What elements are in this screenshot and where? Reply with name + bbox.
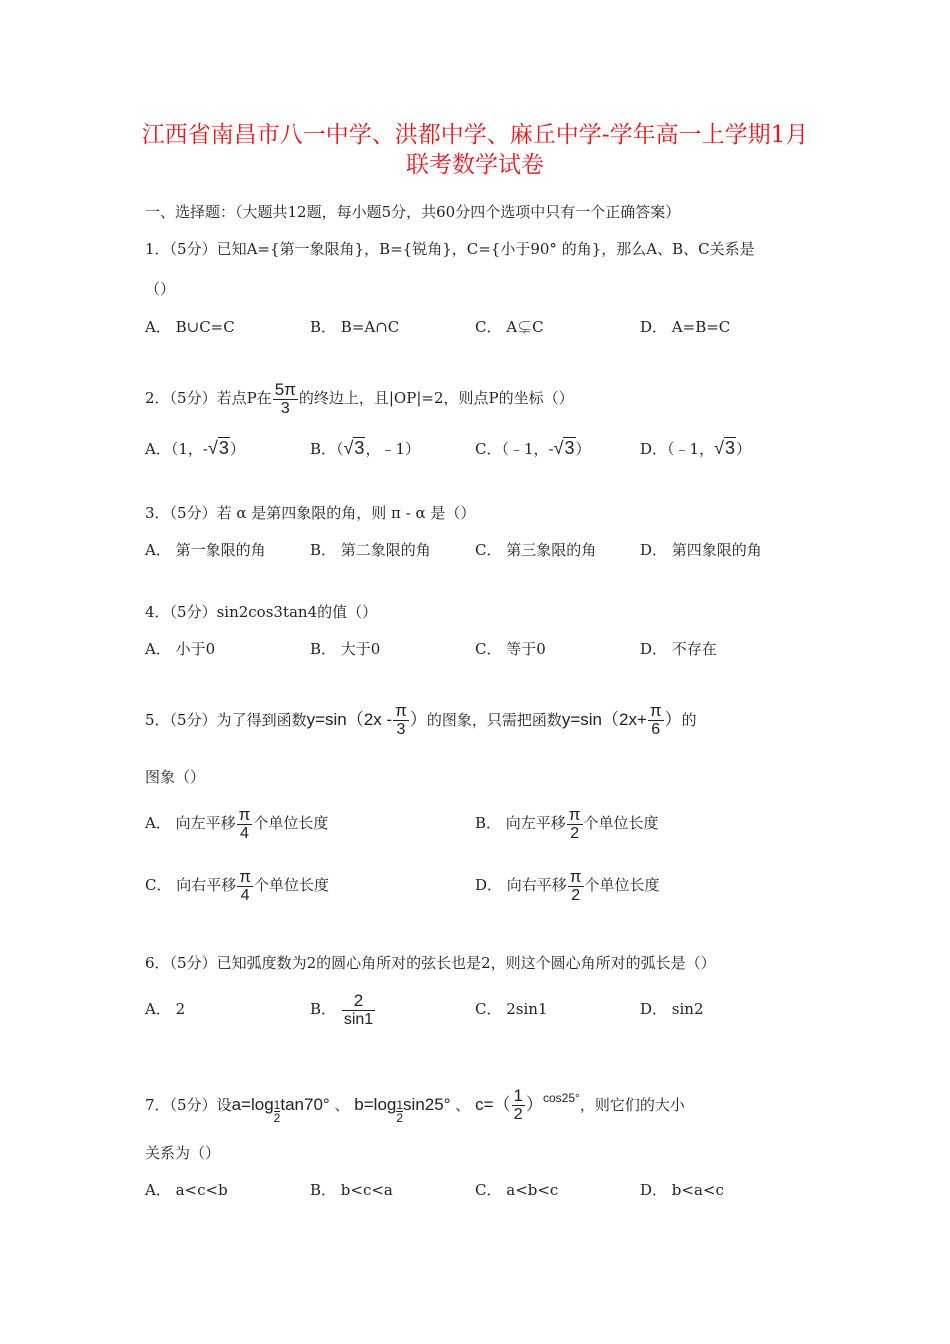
q7-c-close: ） [525, 1095, 543, 1114]
q6-option-b [310, 989, 376, 1029]
q7-c-num: 1 [513, 1086, 523, 1106]
q5-option-b [475, 803, 659, 843]
sqrt-sign: √ [207, 438, 218, 458]
q7-option-c: C． a<b<c [475, 1181, 559, 1199]
q7-stem-cont: 关系为（） [145, 1144, 221, 1162]
q5-b-den: 2 [570, 824, 580, 842]
q3-option-c: C． 第三象限的角 [475, 541, 597, 559]
q5-func1-left: y=sin（2x - [306, 710, 393, 729]
q3-option-a: A． 第一象限的角 [145, 541, 266, 559]
q7-expr-c [475, 1086, 580, 1124]
q2-d-post: ） [735, 440, 751, 458]
q7-stem-post: ，则它们的大小 [579, 1096, 685, 1114]
q7-stem [145, 1078, 685, 1125]
q2-option-b [310, 438, 420, 459]
q2-b-sqrt [344, 437, 366, 458]
q5-func2 [561, 701, 682, 739]
q7-option-b: B． b<c<a [310, 1181, 393, 1199]
q2-d-radicand: 3 [724, 438, 735, 458]
q5-a-fraction [237, 806, 253, 843]
q3-stem: 3．（5分）若 α 是第四象限的角，则 π - α 是（） [145, 504, 476, 522]
q7-option-a: A． a<c<b [145, 1181, 228, 1199]
q5-stem-pre: 5．（5分）为了得到函数 [145, 711, 307, 729]
q5-func2-den: 6 [651, 721, 661, 739]
q7-b-base-den: 2 [396, 1111, 404, 1125]
q6-b-den: sin1 [343, 1010, 374, 1028]
q5-func1-right: ） [409, 710, 427, 729]
q5-func1-num: π [395, 701, 407, 721]
q1-option-d: D． A=B=C [640, 318, 731, 336]
section-heading: 一、选择题：（大题共12题，每小题5分，共60分四个选项中只有一个正确答案） [145, 203, 681, 221]
q5-d-den: 2 [571, 886, 581, 904]
q7-b-arg: sin25° [403, 1095, 451, 1114]
sqrt-sign: √ [343, 438, 354, 458]
q5-func2-fraction [648, 702, 664, 739]
q7-a-base-num: 1 [273, 1098, 281, 1112]
q5-option-c [145, 865, 329, 905]
doc-title-line2: 联考数学试卷 [406, 152, 544, 178]
q4-option-d: D． 不存在 [640, 640, 717, 658]
q2-stem [145, 378, 574, 418]
q7-a-arg: tan70° [280, 1095, 330, 1114]
q5-stem [145, 700, 697, 740]
q2-a-sqrt [208, 437, 230, 458]
q5-a-den: 4 [240, 824, 249, 842]
q6-option-a: A． 2 [145, 1000, 186, 1018]
q5-c-pre: C． 向右平移 [145, 876, 237, 894]
q4-option-a: A． 小于0 [145, 640, 216, 658]
q2-stem-post: 的终边上，且|OP|=2，则点P的坐标（） [298, 389, 574, 407]
q7-expr-b [354, 1095, 451, 1125]
q2-d-pre: D．（﹣1， [640, 440, 715, 458]
q7-option-d: D． b<a<c [640, 1181, 724, 1199]
doc-title-line1: 江西省南昌市八一中学、洪都中学、麻丘中学-学年高一上学期1月 [141, 122, 809, 148]
q2-c-pre: C．（﹣1，- [475, 440, 554, 458]
q2-option-d [640, 438, 751, 459]
q5-b-fraction [567, 806, 583, 843]
q5-c-num: π [239, 866, 251, 886]
q6-b-fraction [342, 992, 375, 1029]
q7-c-open: c=（ [475, 1095, 511, 1114]
q2-a-pre: A．（1，- [145, 440, 208, 458]
q5-a-num: π [238, 804, 251, 824]
q6-option-d: D． sin2 [640, 1000, 704, 1018]
q1-stem: 1．（5分）已知A={第一象限角}，B={锐角}，C={小于90° 的角}，那么A、B、C关系是 [145, 240, 755, 258]
q7-sep2: 、 [455, 1096, 471, 1114]
q2-stem-pre: 2．（5分）若点P在 [145, 389, 272, 407]
q5-b-post: 个单位长度 [583, 814, 659, 832]
q4-stem: 4．（5分）sin2cos3tan4的值（） [145, 603, 378, 621]
q2-c-sqrt [554, 437, 576, 458]
q5-stem-cont: 图象（） [145, 768, 206, 786]
q2-option-a [145, 438, 245, 459]
q1-option-c: C． A⊊C [475, 318, 544, 336]
q7-a-log: a=log [231, 1095, 274, 1114]
q2-angle-den: 3 [280, 399, 290, 417]
q5-func1-fraction [393, 702, 409, 739]
q7-c-fraction [512, 1087, 525, 1124]
q7-a-base-den: 2 [273, 1111, 281, 1125]
q5-d-fraction [568, 868, 584, 905]
q5-option-d [475, 865, 660, 905]
q2-b-post: ，﹣1） [365, 440, 420, 458]
q5-func2-right: ） [664, 710, 682, 729]
q2-option-c [475, 438, 591, 459]
q5-c-den: 4 [240, 886, 250, 904]
q5-d-pre: D． 向右平移 [475, 876, 567, 894]
q2-b-pre: B．（ [310, 440, 344, 458]
q6-stem: 6．（5分）已知弧度数为2的圆心角所对的弦长也是2，则这个圆心角所对的弧长是（） [145, 954, 716, 972]
q4-option-b: B． 大于0 [310, 640, 381, 658]
q2-a-post: ） [229, 440, 245, 458]
q7-b-log: b=log [354, 1095, 397, 1114]
q5-d-post: 个单位长度 [584, 876, 660, 894]
q5-stem-mid: 的图象，只需把函数 [426, 711, 562, 729]
q2-c-radicand: 3 [564, 438, 575, 458]
q5-stem-post: 的 [681, 711, 697, 729]
q7-stem-pre: 7．（5分）设 [145, 1096, 232, 1114]
q7-b-base-num: 1 [396, 1098, 404, 1112]
q1-option-b: B． B=A∩C [310, 318, 400, 336]
q1-stem-cont: （） [145, 280, 176, 298]
q5-c-post: 个单位长度 [253, 876, 329, 894]
q5-c-fraction [237, 868, 253, 905]
q5-b-num: π [568, 804, 581, 824]
q5-func2-left: y=sin（2x+ [561, 710, 647, 729]
q2-a-radicand: 3 [218, 438, 229, 458]
q2-angle-num: 5π [274, 379, 296, 399]
q3-option-d: D． 第四象限的角 [640, 541, 762, 559]
q7-expr-a [231, 1095, 330, 1125]
q5-a-pre: A． 向左平移 [145, 814, 236, 832]
q6-b-num: 2 [342, 992, 375, 1011]
sqrt-sign: √ [714, 438, 724, 458]
q6-option-c: C． 2sin1 [475, 1000, 548, 1018]
q2-c-post: ） [575, 440, 591, 458]
q3-option-b: B． 第二象限的角 [310, 541, 431, 559]
q2-b-radicand: 3 [354, 438, 365, 458]
q5-func1 [306, 701, 427, 739]
q2-d-sqrt [714, 437, 736, 458]
q5-b-pre: B． 向左平移 [475, 814, 566, 832]
q2-angle-fraction [273, 381, 298, 418]
q5-func2-num: π [649, 701, 662, 721]
q7-sep1: 、 [334, 1096, 350, 1114]
q5-d-num: π [569, 866, 582, 886]
q6-b-pre: B． [310, 1000, 337, 1018]
q5-a-post: 个单位长度 [253, 814, 329, 832]
q5-func1-den: 3 [396, 721, 406, 739]
q5-option-a [145, 803, 328, 843]
q7-c-den: 2 [513, 1106, 523, 1124]
q1-option-a: A． B∪C=C [145, 318, 235, 336]
sqrt-sign: √ [553, 438, 564, 458]
q7-c-exponent: cos25° [542, 1091, 580, 1105]
q4-option-c: C． 等于0 [475, 640, 546, 658]
